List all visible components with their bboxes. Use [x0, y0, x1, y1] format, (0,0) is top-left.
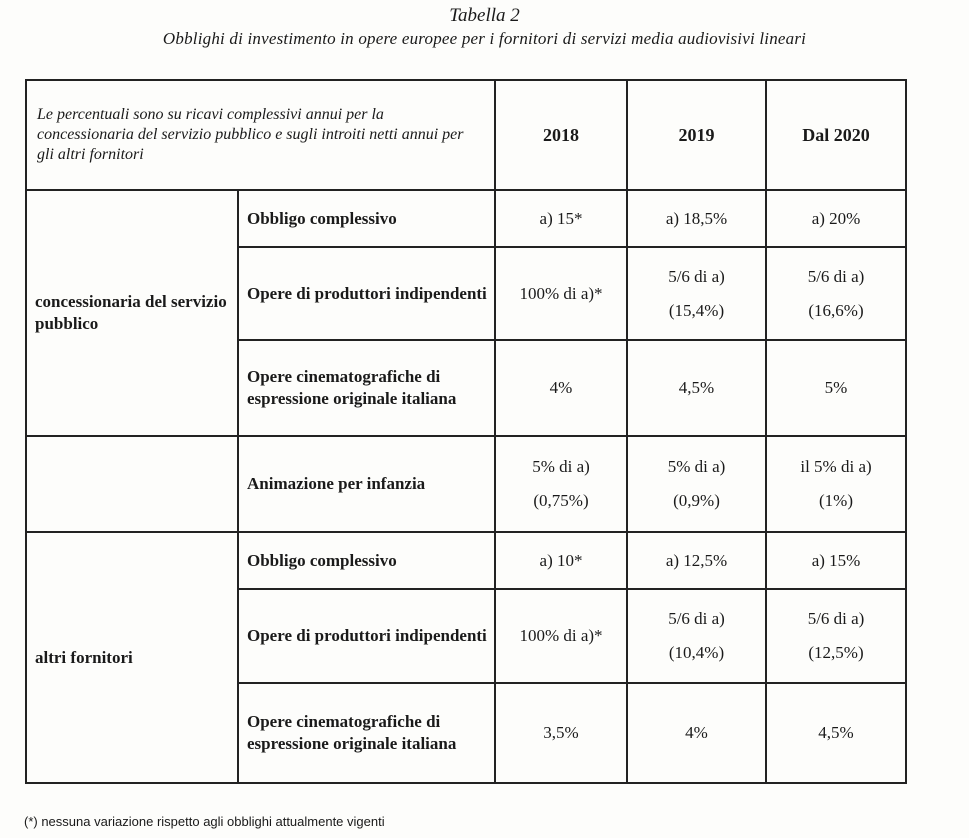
row-label: Animazione per infanzia [238, 436, 495, 532]
value-cell: 5% [766, 340, 906, 436]
value-cell: a) 18,5% [627, 190, 766, 247]
value-cell: 5% di a) (0,75%) [495, 436, 627, 532]
group-label-public-service: concessionaria del servizio pubblico [26, 190, 238, 436]
year-header-2019: 2019 [627, 80, 766, 190]
row-label: Opere di produttori indipendenti [238, 589, 495, 683]
value-cell: 4% [627, 683, 766, 783]
value-cell: a) 10* [495, 532, 627, 589]
table-title: Tabella 2 [449, 5, 520, 26]
header-row [26, 80, 906, 190]
table-subtitle: Obblighi di investimento in opere europee per i fornitori di servizi media audiovisivi lineari [162, 29, 807, 48]
row-label: Opere cinematografiche di espressione originale italiana [238, 683, 495, 783]
value-cell: 5/6 di a) (15,4%) [627, 247, 766, 340]
obligations-table [25, 79, 907, 784]
year-header-2018: 2018 [495, 80, 627, 190]
value-cell: a) 20% [766, 190, 906, 247]
value-cell: 5/6 di a) (16,6%) [766, 247, 906, 340]
value-cell: 4,5% [627, 340, 766, 436]
group-label-other-providers: altri fornitori [26, 532, 238, 783]
value-cell: a) 15% [766, 532, 906, 589]
value-cell: 5/6 di a) (12,5%) [766, 589, 906, 683]
year-header-2020: Dal 2020 [766, 80, 906, 190]
value-cell: 4,5% [766, 683, 906, 783]
row-label: Opere di produttori indipendenti [238, 247, 495, 340]
value-cell: il 5% di a) (1%) [766, 436, 906, 532]
table-row [26, 190, 906, 247]
value-cell: a) 12,5% [627, 532, 766, 589]
value-cell: 3,5% [495, 683, 627, 783]
table-row [26, 532, 906, 589]
value-cell: a) 15* [495, 190, 627, 247]
value-cell: 100% di a)* [495, 247, 627, 340]
empty-cell [26, 436, 238, 532]
header-description: Le percentuali sono su ricavi complessivi annui per la concessionaria del servizio pubblico e sugli introiti netti annui per gli altri fornitori [26, 80, 495, 190]
value-cell: 100% di a)* [495, 589, 627, 683]
footnote: (*) nessuna variazione rispetto agli obblighi attualmente vigenti [24, 814, 385, 829]
row-label: Opere cinematografiche di espressione originale italiana [238, 340, 495, 436]
row-label: Obbligo complessivo [238, 190, 495, 247]
value-cell: 5/6 di a) (10,4%) [627, 589, 766, 683]
value-cell: 4% [495, 340, 627, 436]
value-cell: 5% di a) (0,9%) [627, 436, 766, 532]
table-row [26, 436, 906, 532]
row-label: Obbligo complessivo [238, 532, 495, 589]
